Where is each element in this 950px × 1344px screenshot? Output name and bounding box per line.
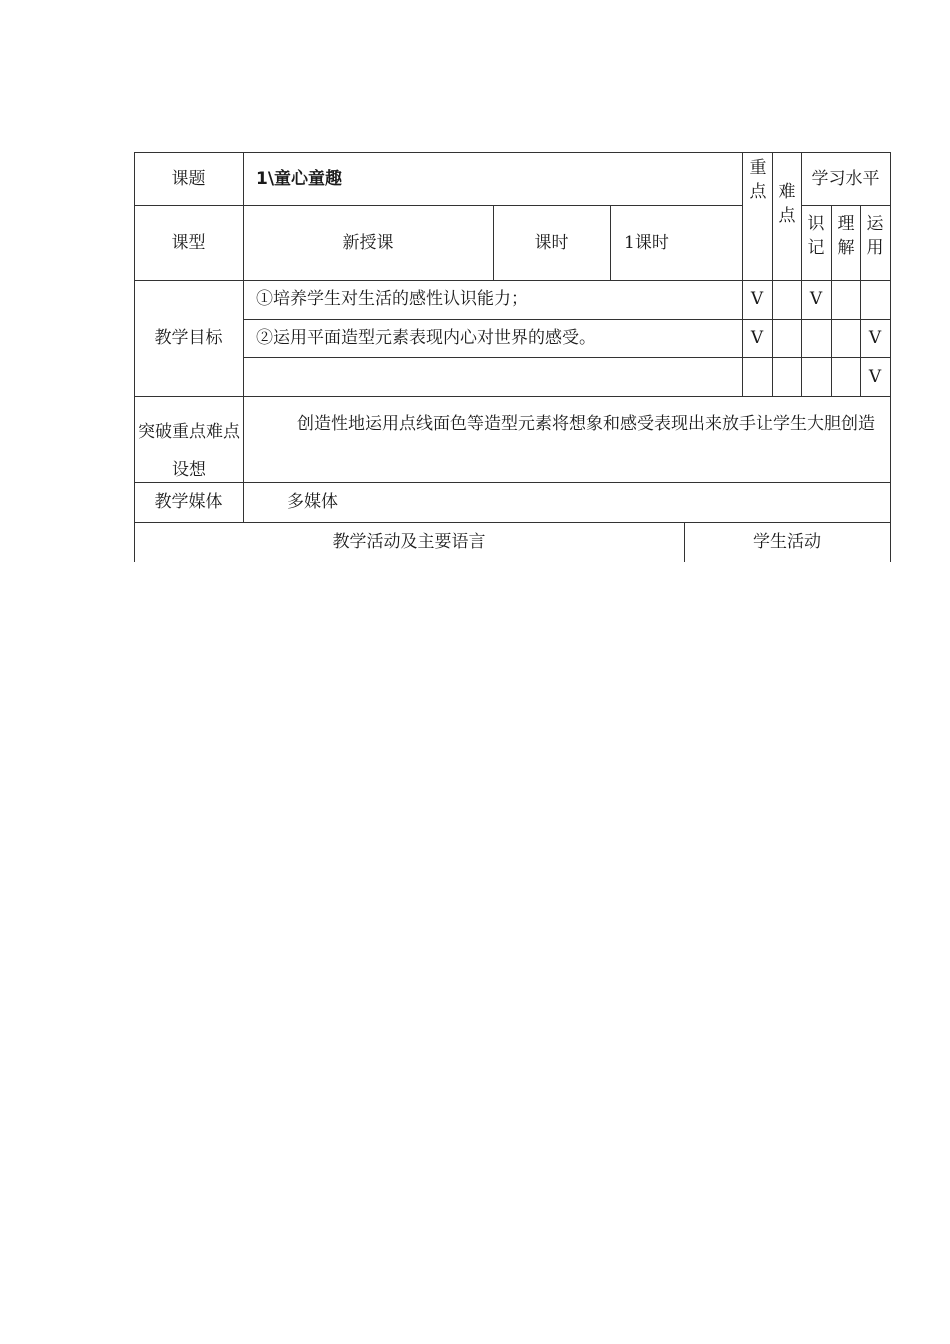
hours-label: 课时 <box>534 233 569 253</box>
hours-value: 1课时 <box>624 233 669 253</box>
objective-key-mark: V <box>750 328 764 348</box>
topic-value: 1\童心童趣 <box>256 169 343 189</box>
topic-label: 课题 <box>171 169 206 189</box>
level-apply: 运 用 <box>866 214 884 258</box>
level-understand: 理 解 <box>837 214 855 258</box>
breakthrough-text: 创造性地运用点线面色等造型元素将想象和感受表现出来放手让学生大胆创造 <box>297 414 875 434</box>
objective-text: ①培养学生对生活的感性认识能力； <box>256 289 528 309</box>
breakthrough-label: 突破重点难点设想 <box>138 422 240 480</box>
activities-label: 教学活动及主要语言 <box>332 532 486 552</box>
student-activities-label: 学生活动 <box>753 532 821 552</box>
objectives-label: 教学目标 <box>154 328 223 348</box>
objective-apply-mark: V <box>868 367 882 387</box>
objective-key-mark: V <box>750 289 764 309</box>
media-label: 教学媒体 <box>154 492 223 512</box>
type-value: 新授课 <box>342 233 394 253</box>
key-points-header: 重 点 <box>749 158 767 202</box>
objective-apply-mark: V <box>868 328 882 348</box>
type-label: 课型 <box>171 233 206 253</box>
level-recall: 识 记 <box>807 214 825 258</box>
media-value: 多媒体 <box>287 492 338 512</box>
learning-level-header: 学习水平 <box>811 169 880 189</box>
difficult-points-header: 难 点 <box>778 182 796 226</box>
objective-recall-mark: V <box>809 289 823 309</box>
objective-text: ②运用平面造型元素表现内心对世界的感受。 <box>256 328 596 348</box>
